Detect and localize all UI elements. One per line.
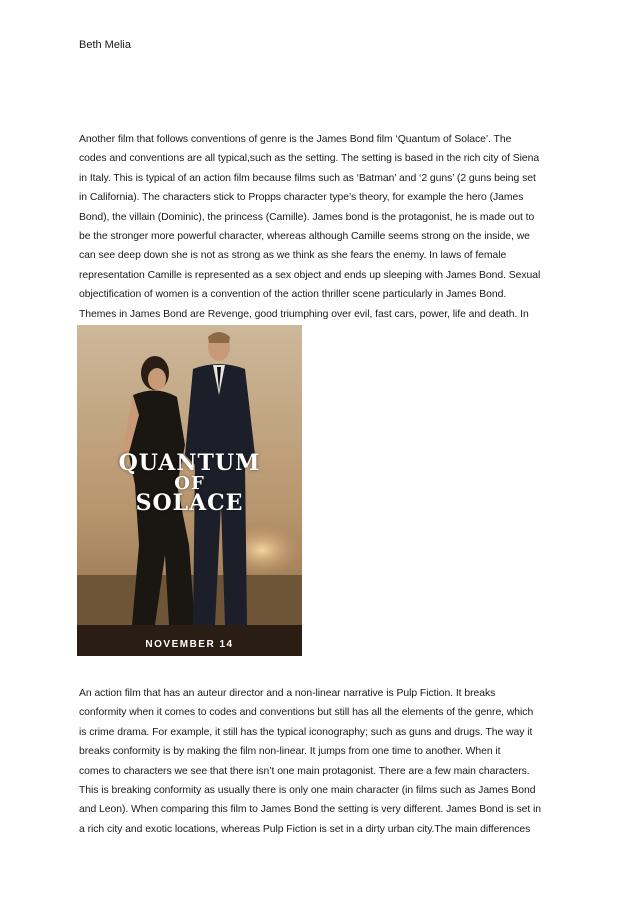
text-line: codes and conventions are all typical,such as the setting. The setting is based in the rich city of Siena — [79, 153, 540, 165]
text-line: Another film that follows conventions of genre is the James Bond film ‘Quantum of Solace’. The — [79, 134, 512, 145]
poster-title-line1: QUANTUM — [118, 450, 261, 476]
movie-poster-image — [77, 325, 302, 656]
text-line: conformity when it comes to codes and conventions but still has all the elements of the genre, which — [79, 707, 534, 719]
text-line: be the stronger more powerful character, whereas although Camille seems strong on the inside, we — [79, 231, 530, 243]
text-line: in California). The characters stick to Propps character type’s theory, for example the hero (James — [79, 192, 524, 204]
poster-release-date: NOVEMBER 14 — [145, 639, 234, 650]
text-line: comes to characters we see that there isn’t one main protagonist. There are a few main characters. — [79, 765, 530, 777]
poster-title-line3: SOLACE — [135, 490, 244, 516]
author-name: Beth Melia — [79, 39, 131, 51]
text-line: in Italy. This is typical of an action film because films such as ‘Batman’ and ‘2 guns’ (2 guns being set — [79, 172, 536, 184]
text-line: An action film that has an auteur director and a non-linear narrative is Pulp Fiction. It breaks — [79, 688, 496, 699]
paragraph-quantum-of-solace — [79, 130, 563, 343]
text-line: Themes in James Bond are Revenge, good triumphing over evil, fast cars, power, life and death. In — [79, 308, 529, 320]
text-line: This is breaking conformity as usually there is only one main character (in films such as James Bond — [79, 785, 536, 797]
text-line: a rich city and exotic locations, whereas Pulp Fiction is set in a dirty urban city.The main differences — [79, 823, 531, 835]
text-line: objectification of women is a convention of the action thriller scene particularly in James Bond. — [79, 289, 507, 301]
poster-title-line2: OF — [174, 473, 205, 494]
text-line: representation Camille is represented as a sex object and ends up sleeping with James Bond. Sexual — [79, 269, 541, 281]
text-line: breaks conformity is by making the film non-linear. It jumps from one time to another. When it — [79, 746, 501, 758]
text-line: Bond), the villain (Dominic), the princess (Camille). James bond is the protagonist, he is made out to — [79, 211, 535, 223]
text-line: can see deep down she is not as strong as we think as she fears the enemy. In laws of female — [79, 250, 507, 262]
paragraph-pulp-fiction — [79, 684, 563, 839]
text-line: and Leon). When comparing this film to James Bond the setting is very different. James Bond is set in — [79, 804, 541, 816]
text-line: is crime drama. For example, it still has the typical iconography; such as guns and drugs. The way it — [79, 726, 533, 738]
